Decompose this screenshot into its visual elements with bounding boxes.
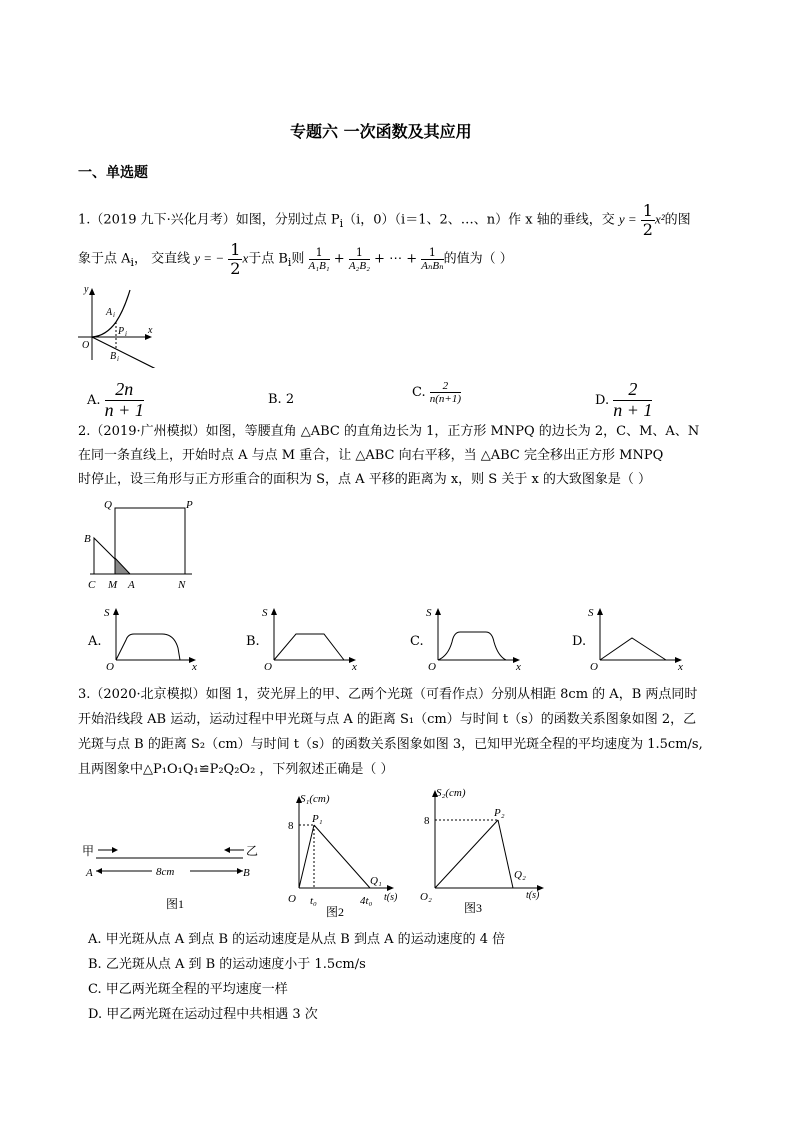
q2-line2: 在同一条直线上，开始时点 A 与点 M 重合，让 △ABC 向右平移，当 △ABC 完全移出正方形 MNPQ [78,448,664,463]
q1-line2: 象于点 $A_i$， 交直线 y = − $\frac{1}{2}$ x于点 $B_i$则 $\frac{1}{\text{A₁B₁}}$ + $\frac{1}{\text{A₂B₂}}$ + ⋯ + $\frac{1}{\text{AₙBₙ}}$ 的值为（ ） [78,240,513,278]
q3-figure2 [280,788,410,924]
b-label: B [84,533,91,545]
a-label: A [106,307,113,318]
q2-option-a[interactable]: A. [88,634,102,649]
x-label: x [516,661,521,670]
origin-label: O [288,893,296,905]
q3-line4: 且两图象中△P₁O₁Q₁≌P₂Q₂O₂ ，下列叙述正确是（ ） [78,762,394,777]
q2-graph-c [420,604,528,670]
y-tick-8: 8 [424,815,430,827]
o-label: O [264,661,272,670]
q3-line3: 光斑与点 B 的距离 S₂（cm）与时间 t（s）的函数关系图象如图 3，已知甲光斑全程的平均速度为 1.5cm/s, [78,737,703,752]
q3-line1: 3.（2020·北京模拟）如图 1，荧光屏上的甲、乙两个光斑（可看作点）分别从相距 8cm 的 A，B 两点同时 [78,687,698,702]
q2-option-c[interactable]: C. [410,634,424,649]
figure1-caption: 图1 [166,897,185,911]
o-label: O [590,661,598,670]
q3-option-b[interactable]: B. 乙光斑从点 A 到 B 的运动速度小于 1.5cm/s [88,957,366,972]
s-label: S [588,607,594,619]
q2-line3: 时停止，设三角形与正方形重合的面积为 S，点 A 平移的距离为 x，则 S 关于 x 的大致图象是（ ） [78,472,652,487]
s-label: S [262,607,268,619]
s-label: S [426,607,432,619]
q3-option-a[interactable]: A. 甲光斑从点 A 到点 B 的运动速度是从点 B 到点 A 的运动速度的 4 倍 [88,932,506,947]
q2-graph-d [582,604,690,670]
q1-option-b[interactable]: B. 2 [268,392,295,407]
q1-figure [78,282,168,368]
x-label: x [678,661,683,670]
o-label: O [428,661,436,670]
origin-label: O [82,340,90,351]
y-axis-label: S₁(cm) [300,793,330,805]
q2-label: Q₂ [514,869,526,881]
m-label: M [108,579,118,591]
p2-label: P₂ [494,807,505,819]
q1-label: Q₁ [370,875,382,887]
q3-figure3 [420,782,560,918]
p-sub: i [125,330,127,338]
4t0-tick: 4t₀ [360,895,373,907]
s-label: S [104,607,110,619]
x-label: x [352,661,357,670]
q1-line1: 1.（2019 九下·兴化月考）如图，分别过点 $P_i(i$，0）（i＝1、2、…、n）作 x 轴的垂线，交 y = $\frac{1}{2}$ x²的图 [78,201,691,239]
t-axis-label: t(s) [526,890,540,901]
t0-tick: t₀ [310,895,317,907]
q2-line1: 2.（2019·广州模拟）如图，等腰直角 △ABC 的直角边长为 1，正方形 MNPQ 的边长为 2，C、M、A、N [78,424,700,439]
figure2-caption: 图2 [326,905,345,919]
q2-graph-b [256,604,364,670]
a-label: A [128,579,135,591]
p-label: P [118,326,125,337]
x-label: x [192,661,197,670]
q-label: Q [104,499,112,511]
n-label: N [178,579,186,591]
q1-option-c[interactable]: C. $\frac{2}{n(n+1)}$ [412,380,462,406]
q2-option-d[interactable]: D. [572,634,587,649]
section-heading: 一、单选题 [78,165,148,181]
page-title: 专题六 一次函数及其应用 [290,122,472,141]
q3-option-d[interactable]: D. 甲乙两光斑在运动过程中共相遇 3 次 [88,1007,318,1022]
q3-option-c[interactable]: C. 甲乙两光斑全程的平均速度一样 [88,982,288,997]
a-label: A [86,867,93,879]
o2-label: O₂ [420,891,432,903]
jia-label: 甲 [82,844,95,858]
figure3-caption: 图3 [464,901,483,915]
p1-label: P₁ [312,813,323,825]
y-axis-label: S₂(cm) [436,787,466,799]
b-label: B [110,351,117,362]
q1-option-a[interactable]: A. $\frac{2n}{n + 1}$ [87,379,144,420]
y-axis-label: y [84,284,89,295]
b-sub: i [117,355,119,363]
q3-figure1 [78,836,268,916]
q3-line2: 开始沿线段 AB 运动，运动过程中甲光斑与点 A 的距离 S₁（cm）与时间 t（s）的函数关系图象如图 2，乙 [78,712,697,727]
c-label: C [88,579,96,591]
q2-option-b[interactable]: B. [246,634,260,649]
yi-label: 乙 [246,844,259,858]
y-tick-8: 8 [288,820,294,832]
p-label: P [186,499,193,511]
q2-graph-a [98,604,203,670]
t-axis-label: t(s) [384,892,398,903]
o-label: O [106,661,114,670]
q2-figure [80,496,200,592]
b-label: B [243,867,250,879]
a-sub: i [113,311,115,319]
distance-label: 8cm [156,866,175,878]
q1-option-d[interactable]: D. $\frac{2}{n + 1}$ [595,379,653,420]
x-axis-label: x [148,325,153,336]
